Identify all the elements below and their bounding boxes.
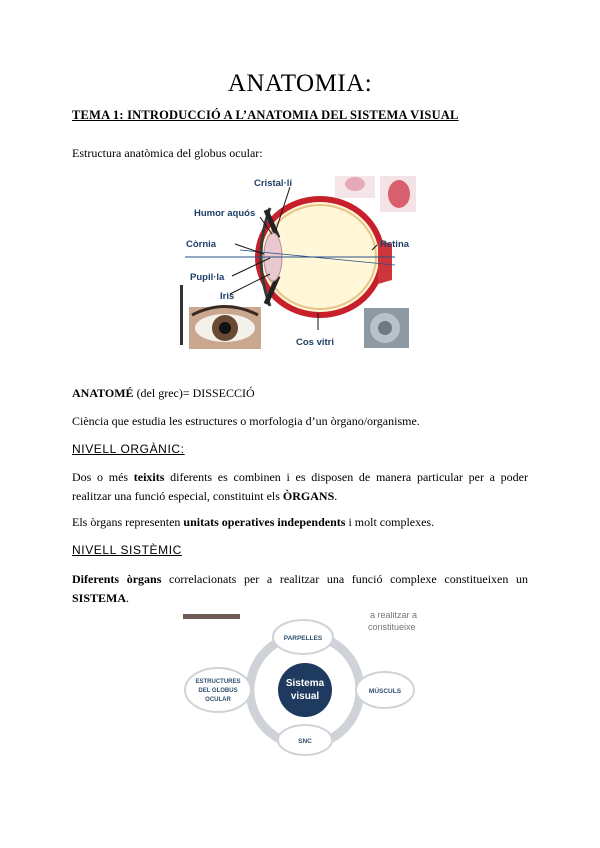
label-iris: Iris [220, 291, 235, 302]
anatome-term: ANATOMÉ [72, 386, 134, 400]
eye-anatomy-diagram [180, 170, 420, 352]
anatome-line [72, 384, 528, 403]
label-humor-aquos: Humor aquós [194, 208, 256, 219]
center-label-2: visual [290, 691, 320, 702]
organic-paragraph-1: Dos o més teixits diferents es combinen i es disposen de manera particular per a poder realitzar una funció especial, constituint els ÒRGANS. [72, 470, 528, 503]
svg-text:DEL GLOBUS: DEL GLOBUS [198, 688, 238, 694]
svg-text:SNC: SNC [298, 738, 312, 745]
label-cristalli: Cristal·lí [254, 178, 293, 189]
center-label-1: Sistema [285, 678, 325, 689]
label-cornia: Còrnia [186, 239, 217, 250]
section-nivell-sistemic: NIVELL SISTÈMIC [72, 543, 182, 557]
center-node [278, 663, 332, 717]
svg-text:ESTRUCTURES: ESTRUCTURES [195, 679, 241, 685]
organic-paragraph-2: Els òrgans representen unitats operatives independents i molt complexes. [72, 515, 435, 529]
svg-text:PARPELLES: PARPELLES [283, 635, 323, 642]
svg-text:MÚSCULS: MÚSCULS [368, 688, 402, 695]
page-title: ANATOMIA: [227, 70, 373, 97]
definition-text: Ciència que estudia les estructures o morfologia d’un òrgano/organisme. [72, 414, 420, 428]
bg-text-1: a realitzar a [370, 612, 418, 620]
bg-text-2: constitueixe [368, 622, 416, 632]
systemic-paragraph: Diferents òrgans correlacionats per a realitzar una funció complexe constitueixen un SISTEMA. [72, 572, 528, 605]
anatome-origin: (del grec)= DISSECCIÓ [133, 386, 255, 400]
label-pupilla: Pupil·la [190, 272, 225, 283]
intro-text: Estructura anatòmica del globus ocular: [72, 146, 263, 160]
label-cos-vitri: Cos vitri [296, 337, 335, 348]
section-nivell-organic: NIVELL ORGÀNIC: [72, 442, 185, 456]
topic-heading: TEMA 1: INTRODUCCIÓ A L’ANATOMIA DEL SISTEMA VISUAL [72, 108, 459, 122]
svg-text:OCULAR: OCULAR [205, 697, 231, 703]
visual-system-diagram [180, 612, 425, 757]
label-retina: Retina [380, 239, 410, 250]
